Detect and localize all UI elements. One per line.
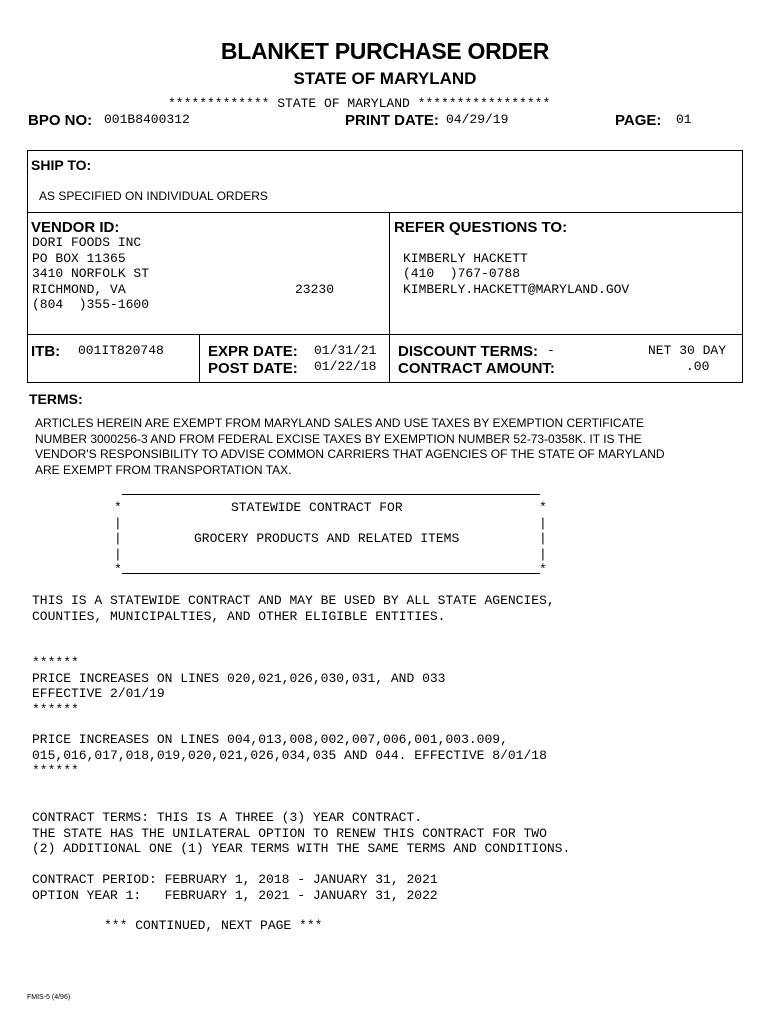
terms-line-2: NUMBER 3000256-3 AND FROM FEDERAL EXCISE TAXES BY EXEMPTION NUMBER 52-73-0358K. IT IS THE: [35, 431, 642, 446]
statewide-line-1: THIS IS A STATEWIDE CONTRACT AND MAY BE USED BY ALL STATE AGENCIES,: [32, 593, 555, 608]
contract-terms-line-2: THE STATE HAS THE UNILATERAL OPTION TO RENEW THIS CONTRACT FOR TWO: [32, 825, 547, 841]
itb-value: 001IT820748: [78, 343, 164, 358]
price1-line-4: ******: [32, 701, 79, 717]
vendor-line-name: DORI FOODS INC: [32, 235, 142, 250]
bpo-value: 001B8400312: [104, 112, 190, 127]
contract-amount-value: .00: [686, 359, 710, 374]
terms-line-4: ARE EXEMPT FROM TRANSPORTATION TAX.: [35, 462, 292, 477]
statewide-line-2: COUNTIES, MUNICIPALTIES, AND OTHER ELIGIBLE ENTITIES.: [32, 608, 446, 624]
price2-line-3: ******: [32, 763, 79, 778]
price1-line-3: EFFECTIVE 2/01/19: [32, 686, 165, 701]
terms-line-3: VENDOR'S RESPONSIBILITY TO ADVISE COMMON CARRIERS THAT AGENCIES OF THE STATE OF MARYLAND: [35, 447, 665, 461]
vendor-line-pobox: PO BOX 11365: [32, 250, 126, 266]
banner-bottom-rule: [122, 573, 540, 574]
expr-date-value: 01/31/21: [314, 343, 377, 358]
post-date-value: 01/22/18: [314, 359, 377, 374]
banner-corner-tr: *: [539, 500, 547, 515]
print-date-label: PRINT DATE:: [345, 112, 439, 129]
divider-vendor-refer: [389, 212, 390, 383]
banner-corner-tl: *: [114, 500, 122, 515]
banner-edge-l2: |: [114, 531, 122, 546]
vendor-zip: 23230: [295, 281, 335, 297]
banner-line-2: GROCERY PRODUCTS AND RELATED ITEMS: [194, 531, 460, 546]
expr-date-label: EXPR DATE:: [208, 343, 298, 360]
contract-amount-label: CONTRACT AMOUNT:: [398, 360, 555, 377]
price1-line-2: PRICE INCREASES ON LINES 020,021,026,030,031, AND 033: [32, 670, 446, 686]
discount-terms-label: DISCOUNT TERMS:: [398, 343, 538, 360]
ship-to-text: AS SPECIFIED ON INDIVIDUAL ORDERS: [39, 189, 268, 203]
print-date-value: 04/29/19: [446, 112, 509, 127]
banner-edge-r2: |: [539, 531, 547, 546]
divider-itb-expr: [199, 334, 200, 383]
banner-corner-bl: *: [114, 562, 122, 577]
banner-edge-r3: |: [539, 546, 547, 562]
post-date-label: POST DATE:: [208, 360, 298, 377]
vendor-id-label: VENDOR ID:: [31, 219, 120, 236]
divider-ship-vendor: [27, 212, 743, 213]
banner-line-1: STATEWIDE CONTRACT FOR: [231, 500, 403, 515]
refer-line-phone: (410 )767-0788: [403, 266, 521, 281]
ship-to-label: SHIP TO:: [31, 157, 92, 173]
itb-label: ITB:: [31, 343, 61, 360]
bpo-label: BPO NO:: [28, 112, 93, 129]
form-id: FMIS-5 (4/96): [27, 994, 71, 1001]
page-value: 01: [676, 112, 692, 127]
document-subtitle: STATE OF MARYLAND: [293, 69, 477, 88]
price2-line-1: PRICE INCREASES ON LINES 004,013,008,002,007,006,001,003.009,: [32, 732, 508, 747]
banner-edge-l3: |: [114, 546, 122, 562]
refer-line-name: KIMBERLY HACKETT: [403, 250, 528, 266]
option-year-line: OPTION YEAR 1: FEBRUARY 1, 2021 - JANUARY 31, 2022: [32, 887, 438, 903]
banner-edge-l1: |: [114, 515, 122, 531]
terms-line-1: ARTICLES HEREIN ARE EXEMPT FROM MARYLAND SALES AND USE TAXES BY EXEMPTION CERTIFICATE: [35, 416, 645, 430]
refer-questions-label: REFER QUESTIONS TO:: [394, 219, 568, 236]
price1-line-1: ******: [32, 655, 79, 670]
price2-line-2: 015,016,017,018,019,020,021,026,034,035 AND 044. EFFECTIVE 8/01/18: [32, 747, 547, 763]
contract-period-line: CONTRACT PERIOD: FEBRUARY 1, 2018 - JANUARY 31, 2021: [32, 872, 438, 887]
vendor-line-city: RICHMOND, VA: [32, 281, 126, 297]
continued-notice: *** CONTINUED, NEXT PAGE ***: [104, 918, 323, 933]
terms-label: TERMS:: [29, 391, 83, 407]
discount-terms-value: NET 30 DAY: [648, 343, 727, 358]
banner-corner-br: *: [539, 562, 547, 577]
vendor-line-street: 3410 NORFOLK ST: [32, 266, 150, 281]
divider-vendor-itb: [27, 334, 743, 335]
contract-terms-line-1: CONTRACT TERMS: THIS IS A THREE (3) YEAR CONTRACT.: [32, 810, 423, 825]
banner-top-rule: [122, 494, 540, 495]
discount-terms-mark: -: [547, 343, 555, 358]
contract-terms-line-3: (2) ADDITIONAL ONE (1) YEAR TERMS WITH THE SAME TERMS AND CONDITIONS.: [32, 841, 571, 856]
star-line: ************* STATE OF MARYLAND *****************: [168, 96, 551, 111]
banner-edge-r1: |: [539, 515, 547, 531]
page-label: PAGE:: [615, 112, 662, 129]
document-title: BLANKET PURCHASE ORDER: [220, 38, 550, 64]
refer-line-email: KIMBERLY.HACKETT@MARYLAND.GOV: [403, 281, 630, 297]
vendor-line-phone: (804 )355-1600: [32, 297, 150, 312]
